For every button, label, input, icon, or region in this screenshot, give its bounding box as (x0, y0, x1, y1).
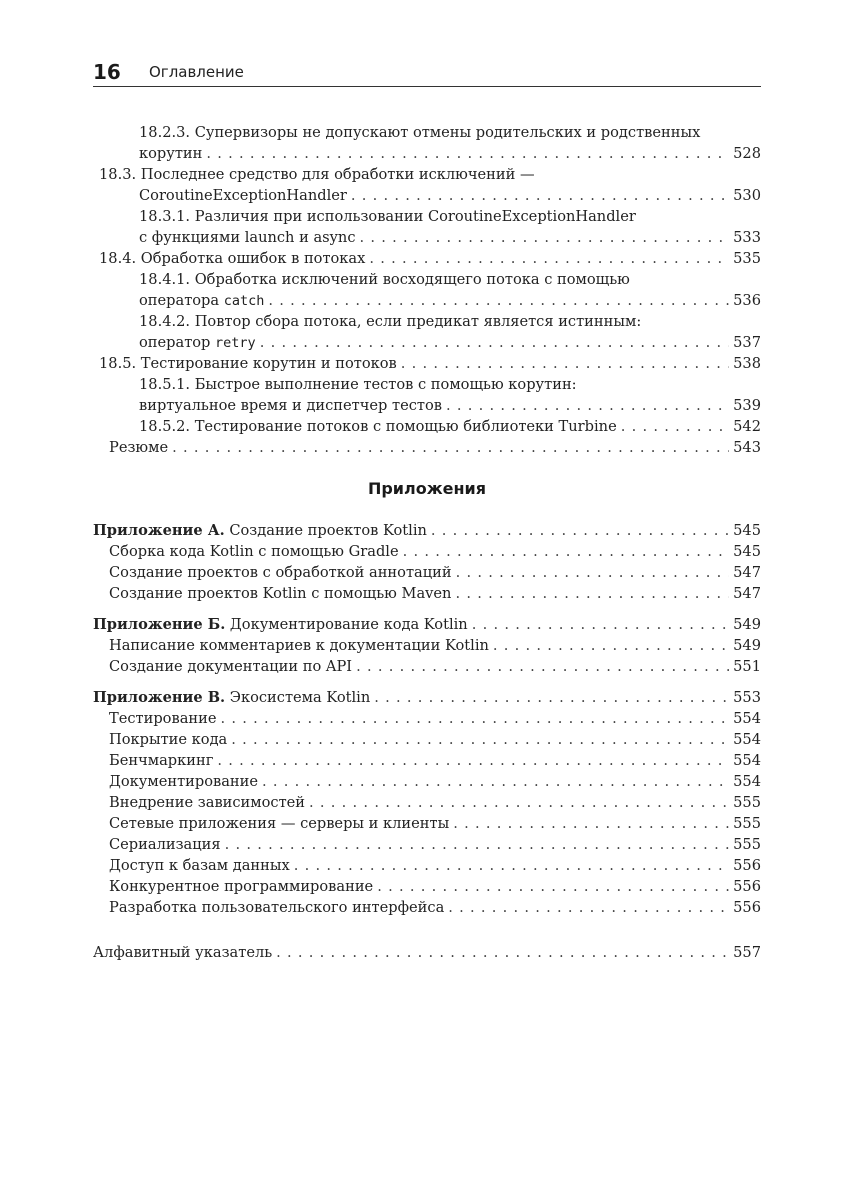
page-ref: 542 (733, 418, 761, 435)
page-ref: 543 (733, 439, 761, 456)
page-ref: 557 (733, 944, 761, 961)
toc-entry-18-2-3[interactable]: 18.2.3. Супервизоры не допускают отмены родительских и родственных (139, 124, 701, 141)
page-ref: 549 (733, 637, 761, 654)
leader-dots (276, 942, 729, 963)
page-ref: 554 (733, 710, 761, 727)
toc-entry-18-5[interactable]: 18.5. Тестирование корутин и потоков . . . 538 (93, 353, 761, 374)
toc-entry-18-4-2-cont[interactable]: оператор retry . . . 537 (93, 332, 761, 353)
page-ref: 553 (733, 689, 761, 706)
page-ref: 547 (733, 585, 761, 602)
toc-entry-appendix-c[interactable]: Приложение В. Экосистема Kotlin . . . 553 (93, 687, 761, 708)
toc-entry-18-5-2[interactable]: 18.5.2. Тестирование потоков с помощью библиотеки Turbine . . . 542 (93, 416, 761, 437)
leader-dots (456, 562, 730, 583)
toc-entry[interactable]: Бенчмаркинг . . . 554 (93, 750, 761, 771)
toc-entry[interactable]: Сериализация . . . 555 (93, 834, 761, 855)
page-ref: 545 (733, 522, 761, 539)
page-ref: 535 (733, 250, 761, 267)
toc-entry[interactable]: Написание комментариев к документации Kotlin . . . 549 (93, 635, 761, 656)
toc-entry-appendix-b[interactable]: Приложение Б. Документирование кода Kotlin . . . 549 (93, 614, 761, 635)
toc-continued (93, 122, 761, 458)
page-ref: 554 (733, 773, 761, 790)
toc-entry[interactable]: Покрытие кода . . . 554 (93, 729, 761, 750)
leader-dots (448, 897, 729, 918)
leader-dots (260, 332, 729, 353)
toc-entry[interactable]: Создание проектов Kotlin с помощью Maven . . . 547 (93, 583, 761, 604)
toc-entry-appendix-a[interactable]: Приложение А. Создание проектов Kotlin . . . 545 (93, 520, 761, 541)
toc-entry-18-3-cont[interactable]: CoroutineExceptionHandler . . . 530 (93, 185, 761, 206)
page-ref: 555 (733, 836, 761, 853)
toc-entry[interactable]: Внедрение зависимостей . . . 555 (93, 792, 761, 813)
toc-entry-18-5-1[interactable]: 18.5.1. Быстрое выполнение тестов с помощью корутин: (139, 376, 577, 393)
index-block (93, 942, 761, 963)
leader-dots (172, 437, 729, 458)
page-ref: 537 (733, 334, 761, 351)
page-ref: 556 (733, 878, 761, 895)
appendix-c-block (93, 687, 761, 918)
toc-entry[interactable]: Документирование . . . 554 (93, 771, 761, 792)
running-title: Оглавление (149, 63, 244, 81)
leader-dots (472, 614, 729, 635)
leader-dots (493, 635, 729, 656)
page-ref: 556 (733, 857, 761, 874)
toc-entry-18-5-1-cont[interactable]: виртуальное время и диспетчер тестов . . . 539 (93, 395, 761, 416)
page-number: 16 (93, 60, 121, 84)
toc-entry[interactable]: Сетевые приложения — серверы и клиенты . . . 555 (93, 813, 761, 834)
leader-dots (294, 855, 729, 876)
appendix-b-block (93, 614, 761, 677)
toc-entry-18-2-3-cont[interactable]: корутин . . . 528 (93, 143, 761, 164)
leader-dots (369, 248, 729, 269)
page-ref: 551 (733, 658, 761, 675)
page-ref: 555 (733, 815, 761, 832)
page-ref: 533 (733, 229, 761, 246)
page-ref: 545 (733, 543, 761, 560)
page-ref: 556 (733, 899, 761, 916)
toc-entry-18-3-1[interactable]: 18.3.1. Различия при использовании CoroutineExceptionHandler (139, 208, 636, 225)
toc-entry[interactable]: Сборка кода Kotlin с помощью Gradle . . . 545 (93, 541, 761, 562)
toc-entry[interactable]: Доступ к базам данных . . . 556 (93, 855, 761, 876)
leader-dots (262, 771, 729, 792)
page-ref: 549 (733, 616, 761, 633)
leader-dots (453, 813, 729, 834)
leader-dots (403, 541, 730, 562)
toc-entry[interactable]: Тестирование . . . 554 (93, 708, 761, 729)
leader-dots (225, 834, 730, 855)
page-ref: 554 (733, 752, 761, 769)
page-ref: 530 (733, 187, 761, 204)
page-ref: 538 (733, 355, 761, 372)
leader-dots (377, 876, 729, 897)
toc-entry-18-4-1-cont[interactable]: оператора catch . . . 536 (93, 290, 761, 311)
page-ref: 528 (733, 145, 761, 162)
leader-dots (268, 290, 729, 311)
page-ref: 554 (733, 731, 761, 748)
leader-dots (401, 353, 729, 374)
leader-dots (220, 708, 729, 729)
toc-entry-18-4-2[interactable]: 18.4.2. Повтор сбора потока, если предикат является истинным: (139, 313, 642, 330)
toc-entry[interactable]: Создание документации по API . . . 551 (93, 656, 761, 677)
leader-dots (360, 227, 730, 248)
toc-entry-18-3-1-cont[interactable]: с функциями launch и async . . . 533 (93, 227, 761, 248)
leader-dots (431, 520, 729, 541)
appendices-heading: Приложения (367, 479, 487, 498)
toc-entry[interactable]: Разработка пользовательского интерфейса . . . 556 (93, 897, 761, 918)
leader-dots (309, 792, 729, 813)
page-header (93, 60, 761, 86)
page-ref: 539 (733, 397, 761, 414)
leader-dots (621, 416, 729, 437)
leader-dots (356, 656, 729, 677)
toc-entry-index[interactable]: Алфавитный указатель . . . 557 (93, 942, 761, 963)
toc-entry-18-3[interactable]: 18.3. Последнее средство для обработки исключений — (99, 166, 535, 183)
leader-dots (455, 583, 729, 604)
toc-entry-18-4[interactable]: 18.4. Обработка ошибок в потоках . . . 535 (93, 248, 761, 269)
toc-entry-18-4-1[interactable]: 18.4.1. Обработка исключений восходящего потока с помощью (139, 271, 630, 288)
appendix-a-block (93, 520, 761, 604)
leader-dots (446, 395, 729, 416)
page-ref: 536 (733, 292, 761, 309)
leader-dots (217, 750, 729, 771)
toc-entry-summary[interactable]: Резюме . . . 543 (93, 437, 761, 458)
toc-entry[interactable]: Создание проектов с обработкой аннотаций . . . 547 (93, 562, 761, 583)
leader-dots (351, 185, 729, 206)
leader-dots (374, 687, 729, 708)
header-divider (93, 86, 761, 87)
leader-dots (206, 143, 729, 164)
page-ref: 547 (733, 564, 761, 581)
page-ref: 555 (733, 794, 761, 811)
leader-dots (231, 729, 729, 750)
toc-entry[interactable]: Конкурентное программирование . . . 556 (93, 876, 761, 897)
